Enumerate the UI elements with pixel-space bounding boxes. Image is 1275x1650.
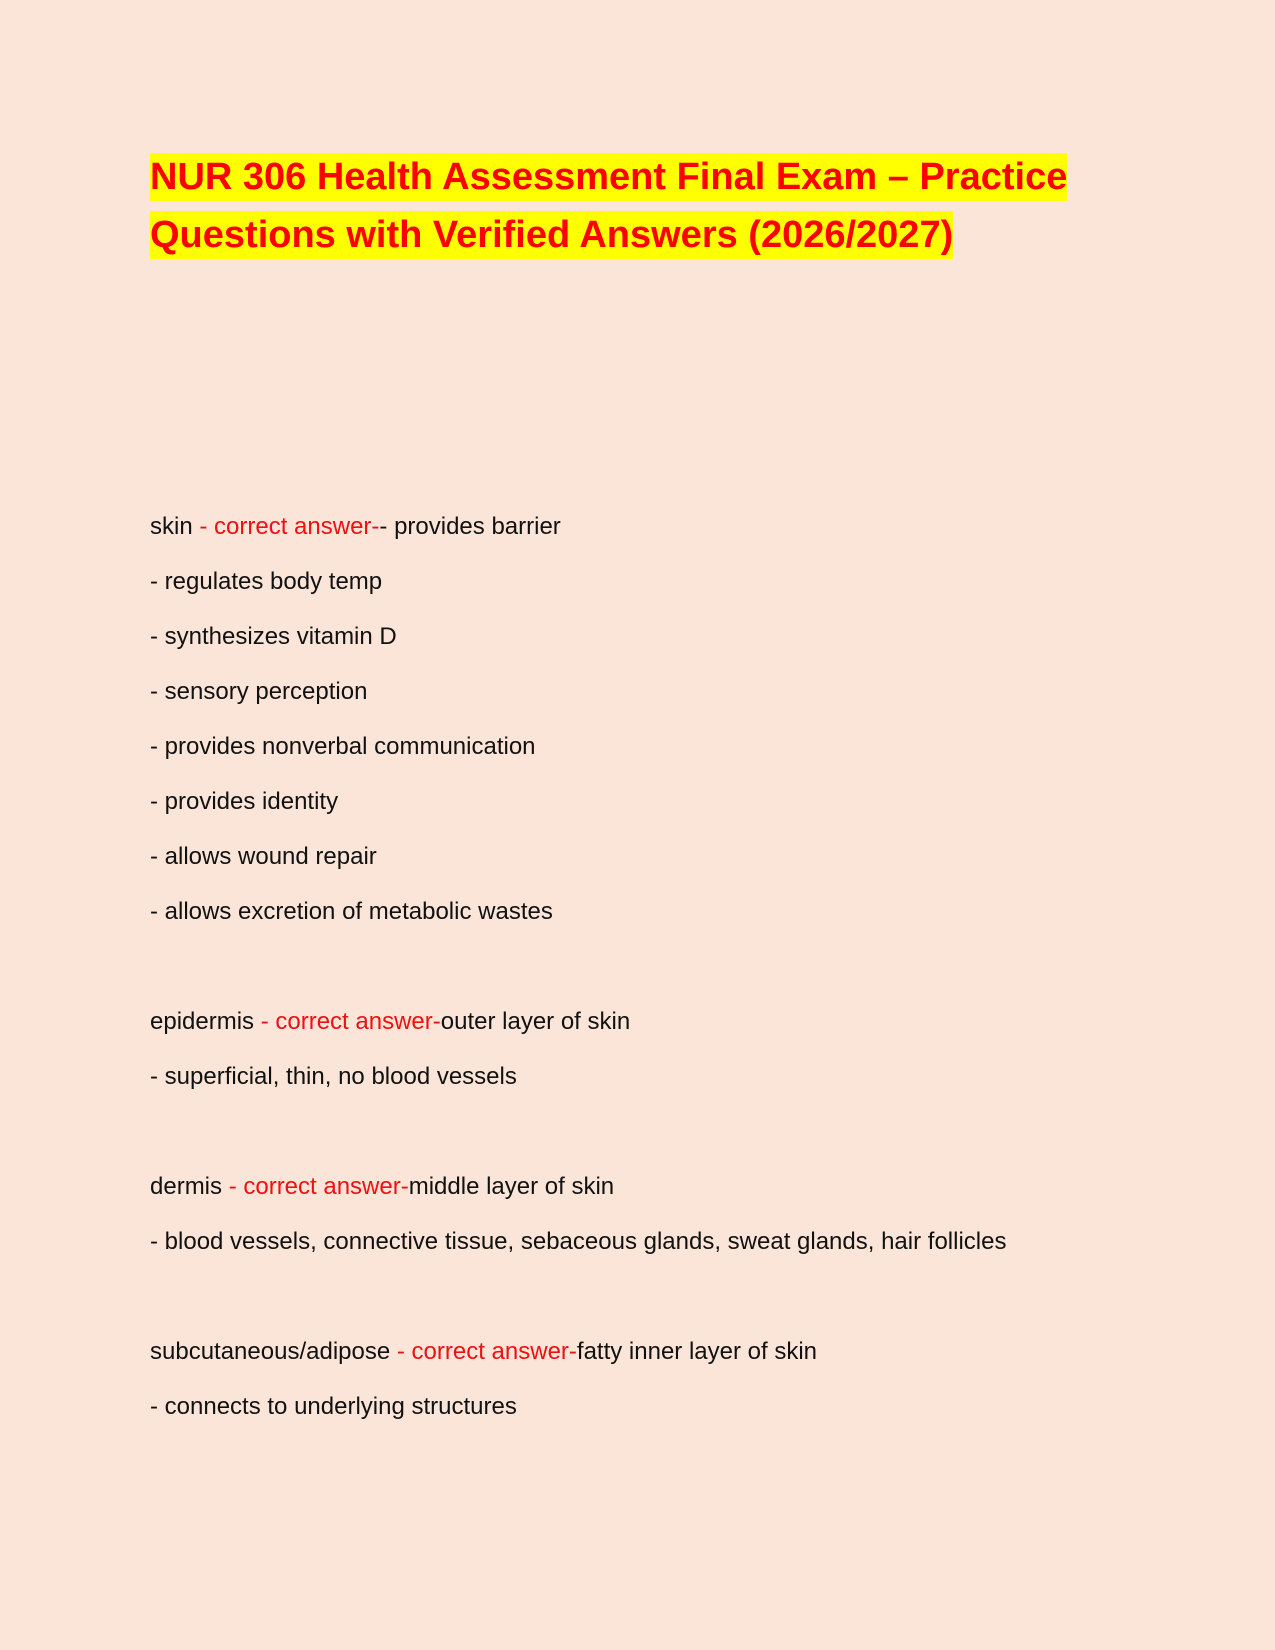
qa-answer: outer layer of skin	[440, 1008, 631, 1035]
title-line-1: NUR 306 Health Assessment Final Exam – Practice	[150, 153, 1067, 201]
qa-detail: - connects to underlying structures	[150, 1393, 517, 1420]
qa-detail: - sensory perception	[150, 678, 368, 705]
qa-question-line	[150, 1000, 1150, 1055]
qa-detail: - allows wound repair	[150, 843, 377, 870]
qa-question-line	[150, 1330, 1150, 1385]
correct-answer-separator: - correct answer-	[260, 1008, 441, 1035]
qa-term: skin	[150, 513, 200, 540]
qa-entry-skin	[150, 505, 1150, 945]
qa-detail: - synthesizes vitamin D	[150, 623, 397, 650]
qa-list	[150, 505, 1150, 1495]
document-title	[150, 148, 1130, 264]
qa-detail: - blood vessels, connective tissue, sebaceous glands, sweat glands, hair follicles	[150, 1228, 1007, 1255]
qa-entry-epidermis	[150, 1000, 1150, 1110]
qa-detail: - regulates body temp	[150, 568, 383, 595]
qa-term: subcutaneous/adipose	[150, 1338, 397, 1365]
qa-answer: middle layer of skin	[408, 1173, 615, 1200]
document-header	[150, 148, 1130, 264]
qa-detail: - allows excretion of metabolic wastes	[150, 898, 553, 925]
correct-answer-separator: - correct answer-	[199, 513, 380, 540]
qa-detail: - provides nonverbal communication	[150, 733, 536, 760]
qa-answer: - provides barrier	[379, 513, 561, 540]
correct-answer-separator: - correct answer-	[396, 1338, 577, 1365]
qa-question-line	[150, 1165, 1150, 1220]
correct-answer-separator: - correct answer-	[228, 1173, 409, 1200]
qa-answer: fatty inner layer of skin	[576, 1338, 818, 1365]
qa-detail: - provides identity	[150, 788, 339, 815]
qa-question-line	[150, 505, 1150, 560]
qa-term: dermis	[150, 1173, 229, 1200]
title-line-2: Questions with Verified Answers (2026/2027)	[150, 211, 953, 259]
qa-entry-subcutaneous	[150, 1330, 1150, 1440]
qa-term: epidermis	[150, 1008, 261, 1035]
qa-entry-dermis	[150, 1165, 1150, 1275]
qa-detail: - superficial, thin, no blood vessels	[150, 1063, 517, 1090]
